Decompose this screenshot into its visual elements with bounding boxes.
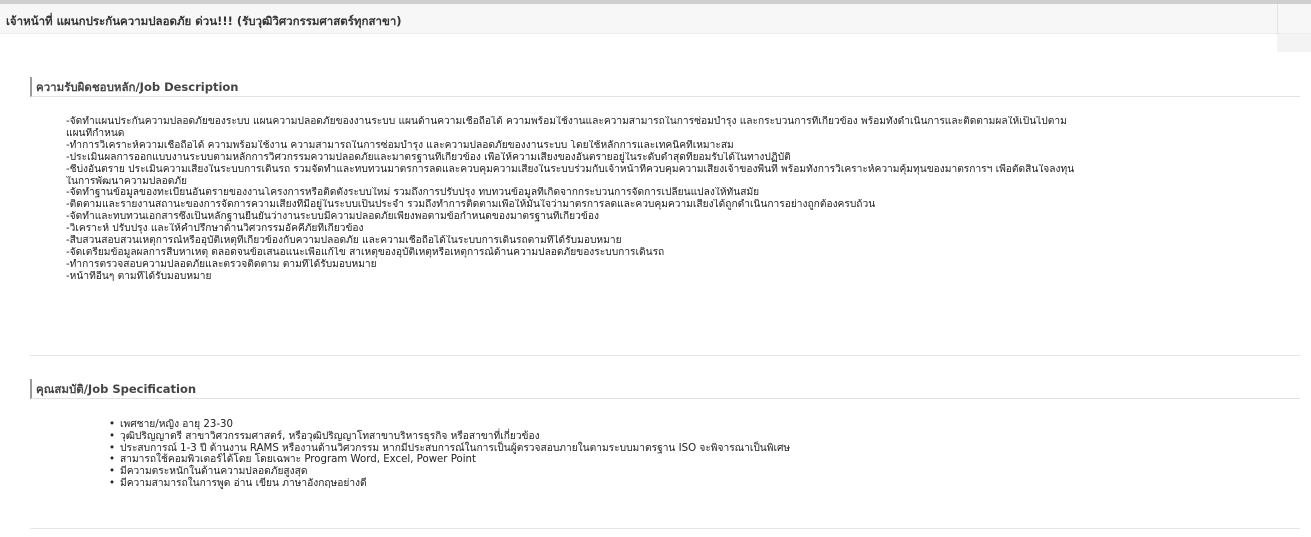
description-line: -ทำการวิเคราะห์ความเชื่อถือได้ ความพร้อมใช้งาน ความสามารถในการซ่อมบำรุง และความปลอดภัยของงานระบบ โดยใช้หลักการและเทคนิคที่เหมาะสม [66,139,734,151]
spec-item-text: วุฒิปริญญาตรี สาขาวิศวกรรมศาสตร์, หรือวุฒิปริญญาโทสาขาบริหารธุรกิจ หรือสาขาที่เกี่ยวข้อง [120,430,540,442]
spec-item-text: เพศชาย/หญิง อายุ 23-30 [120,419,233,430]
right-edge-panel [1277,34,1311,52]
description-line: -สืบสวนสอบสวนเหตุการณ์หรืออุบัติเหตุที่เกี่ยวข้องกับความปลอดภัย และความเชื่อถือได้ในระบบการเดินรถตามที่ได้รับมอบหมาย [66,235,622,247]
bullet-icon: • [109,454,116,466]
job-specification-list [106,419,1256,490]
spec-list-item [106,443,1256,455]
description-line: -ประเมินผลการออกแบบงานระบบตามหลักการวิศวกรรมความปลอดภัยและมาตรฐานที่เกี่ยวข้อง เพื่อให้ความเสี่ยงของอันตรายอยู่ในระดับต่ำสุดที่ยอมรับได้ในทางปฏิบัติ [66,151,791,163]
job-specification-heading [30,379,1300,399]
section-separator [30,355,1300,356]
description-line: -หน้าที่อื่นๆ ตามที่ได้รับมอบหมาย [66,270,212,282]
description-line: -ชี้บ่งอันตราย ประเมินความเสี่ยงในระบบการเดินรถ รวมจัดทำและทบทวนมาตรการลดและควบคุมความเสี่ยงในระบบร่วมกับเจ้าหน้าที่ควบคุมความเสี่ยงเจ้าของพื้นที่ พร้อมทั้งการวิเคราะห์ความคุ้มทุนของมาตรการฯ เพื่อตัดสินใจลงทุน [66,163,1075,175]
job-description-body [66,116,1266,283]
spec-list-item [106,419,1256,431]
description-line: -จัดทำฐานข้อมูลของทะเบียนอันตรายของงานโครงการหรือติดตั้งระบบใหม่ รวมถึงการปรับปรุง ทบทวนข้อมูลที่เกิดจากกระบวนการจัดการเปลี่ยนแปลงให้ทันสมัย [66,187,760,199]
bullet-icon: • [109,430,116,442]
job-title-bar [0,4,1311,34]
bullet-icon: • [109,442,116,454]
job-specification-heading-text: คุณสมบัติ/Job Specification [36,382,197,396]
job-description-section [30,77,1300,97]
bullet-icon: • [109,419,116,430]
description-line: -วิเคราะห์ ปรับปรุง และให้คำปรึกษาด้านวิศวกรรมอัคคีภัยที่เกี่ยวข้อง [66,223,364,235]
bullet-icon: • [109,466,116,478]
job-specification-section [30,379,1300,399]
job-description-heading [30,77,1300,97]
spec-item-text: สามารถใช้คอมพิวเตอร์ได้โดย โดยเฉพาะ Program Word, Excel, Power Point [120,454,477,466]
bullet-icon: • [109,477,116,489]
description-line: ในการพัฒนาความปลอดภัย [66,175,188,187]
description-line: -ติดตามและรายงานสถานะของการจัดการความเสี่ยงที่มีอยู่ในระบบเป็นประจำ รวมถึงทำการติดตามเพื่อให้มั่นใจว่ามาตรการลดและควบคุมความเสี่ยงได้ถูกดำเนินการอย่างถูกต้องครบถ้วน [66,199,876,211]
job-title: เจ้าหน้าที่ แผนกประกันความปลอดภัย ด่วน!!! (รับวุฒิวิศวกรรมศาสตร์ทุกสาขา) [6,14,402,28]
spec-item-text: ประสบการณ์ 1-3 ปี ด้านงาน RAMS หรืองานด้านวิศวกรรม หากมีประสบการณ์ในการเป็นผู้ตรวจสอบภายในตามระบบมาตรฐาน ISO จะพิจารณาเป็นพิเศษ [120,442,791,454]
description-line: -จัดทำและทบทวนเอกสารซึ่งเป็นหลักฐานยืนยันว่างานระบบมีความปลอดภัยเพียงพอตามข้อกำหนดของมาตรฐานที่เกี่ยวข้อง [66,211,599,223]
spec-list-item [106,454,1256,466]
spec-item-text: มีความตระหนักในด้านความปลอดภัยสูงสุด [120,466,308,478]
spec-list-item [106,466,1256,478]
description-line: -จัดเตรียมข้อมูลผลการสืบหาเหตุ ตลอดจนข้อเสนอแนะเพื่อแก้ไข สาเหตุของอุบัติเหตุหรือเหตุการณ์ด้านความปลอดภัยของระบบการเดินรถ [66,246,665,258]
section-separator [30,528,1300,529]
spec-list-item [106,478,1256,490]
header-divider [1277,4,1278,34]
spec-item-text: มีความสามารถในการพูด อ่าน เขียน ภาษาอังกฤษอย่างดี [120,477,367,489]
spec-list-item [106,431,1256,443]
description-line: -ทำการตรวจสอบความปลอดภัยและตรวจติดตาม ตามที่ได้รับมอบหมาย [66,258,377,270]
job-description-heading-text: ความรับผิดชอบหลัก/Job Description [36,80,239,94]
description-line: แผนที่กำหนด [66,127,125,139]
description-line: -จัดทำแผนประกันความปลอดภัยของระบบ แผนความปลอดภัยของงานระบบ แผนด้านความเชื่อถือได้ ความพร้อมใช้งานและความสามารถในการซ่อมบำรุง และกระบวนการที่เกี่ยวข้อง พร้อมทั้งดำเนินการและติดตามผลให้เป็นไปตาม [66,116,1067,127]
